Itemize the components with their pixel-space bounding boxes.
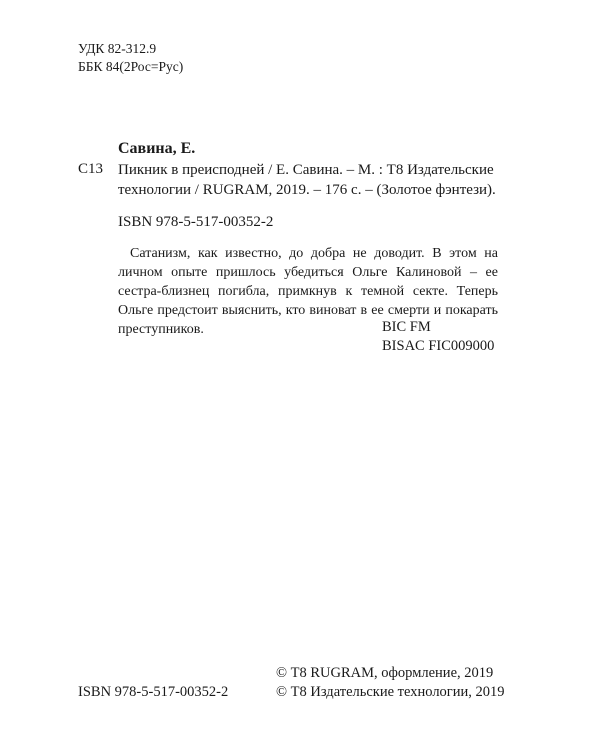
isbn-main: ISBN 978-5-517-00352-2 bbox=[118, 214, 274, 230]
bic-code: BIC FM bbox=[382, 319, 431, 335]
bbk-code: ББК 84(2Рос=Рус) bbox=[78, 59, 184, 74]
copyright-design: © Т8 RUGRAM, оформление, 2019 bbox=[276, 665, 494, 681]
bisac-code: BISAC FIC009000 bbox=[382, 338, 495, 354]
udk-code: УДК 82-312.9 bbox=[78, 41, 157, 56]
annotation-text: Сатанизм, как известно, до добра не доводит. В этом на личном опыте пришлось убедиться Ольге Калиновой – ее сестра-близнец погибла, примкнув к темной секте. Теперь Ольге предстоит выяснить, кто виноват в ее смерти и покарать преступников. bbox=[118, 246, 498, 337]
author-code: С13 bbox=[78, 161, 104, 177]
isbn-footer: ISBN 978-5-517-00352-2 bbox=[78, 684, 229, 700]
author-heading: Савина, Е. bbox=[118, 140, 196, 157]
copyright-publisher: © Т8 Издательские технологии, 2019 bbox=[276, 684, 505, 700]
bibliographic-description: Пикник в преисподней / Е. Савина. – М. : Т8 Издательские технологии / RUGRAM, 2019. – 176 с. – (Золотое фэнтези). bbox=[118, 162, 496, 198]
